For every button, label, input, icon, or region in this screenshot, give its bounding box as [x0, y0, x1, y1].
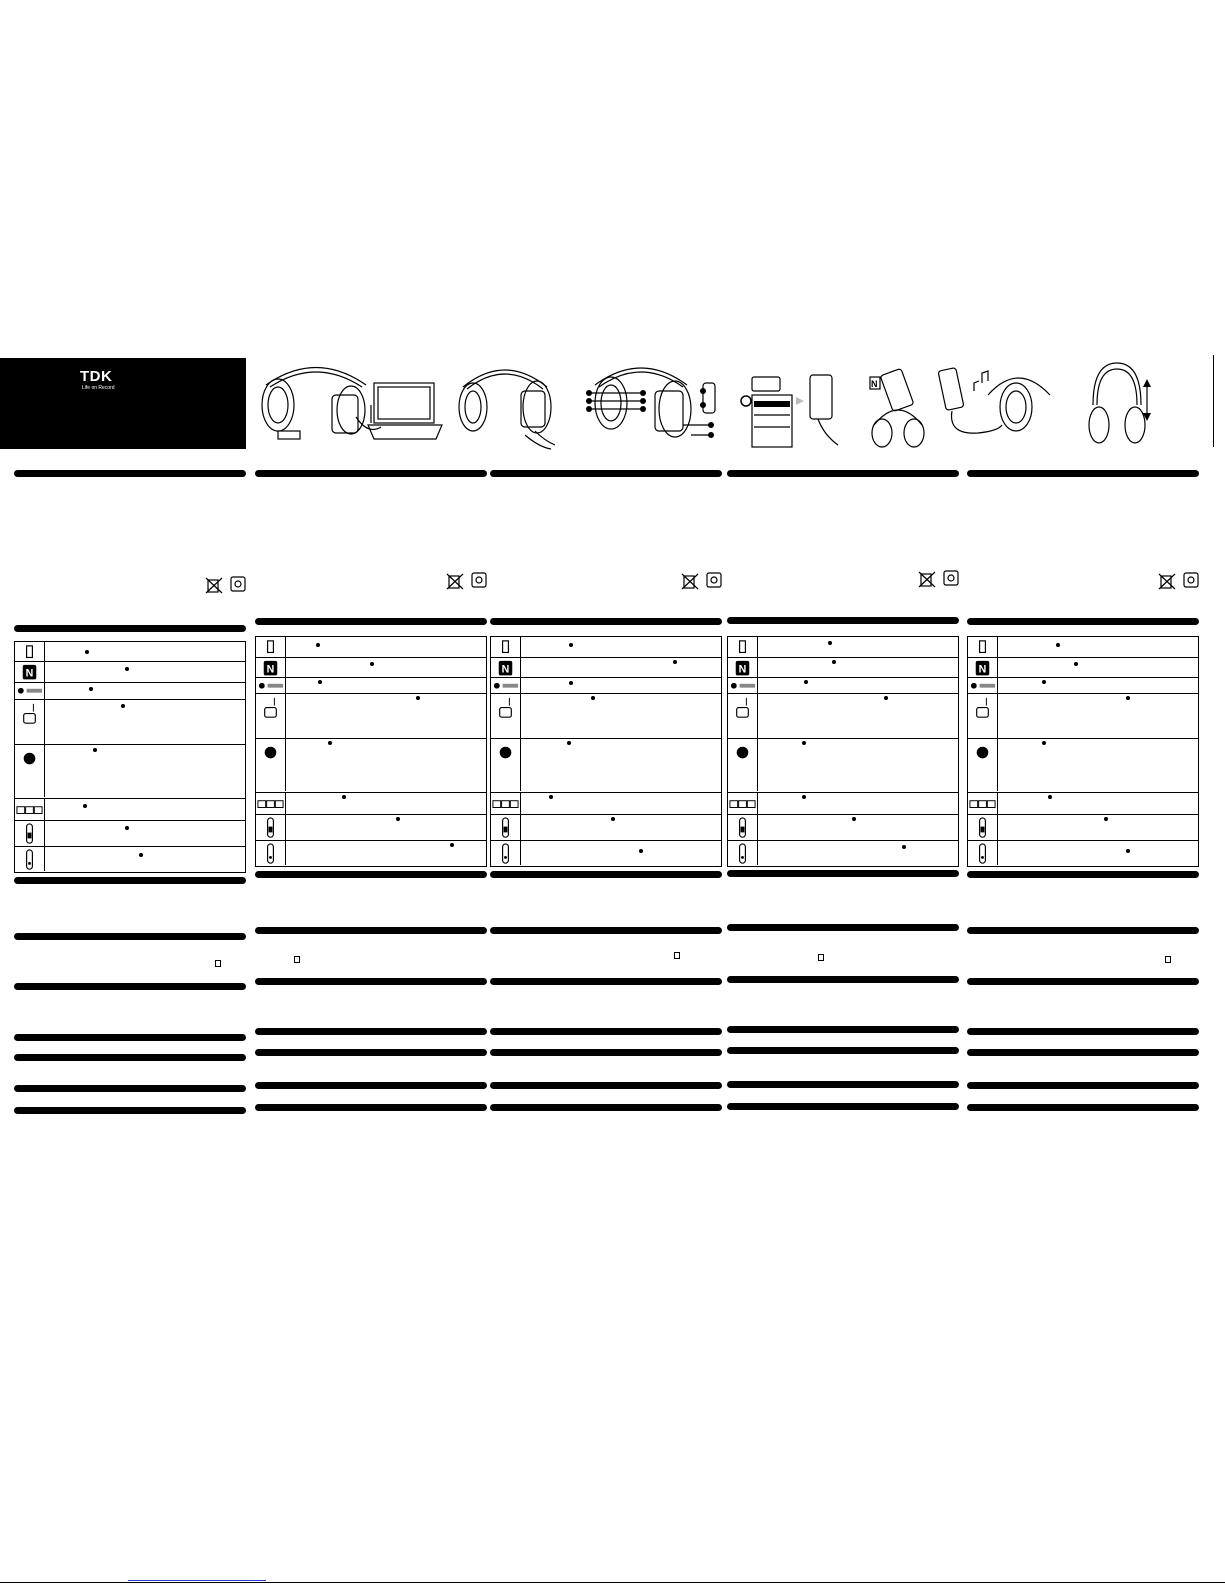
- nfc-illustration: [868, 355, 928, 450]
- slider-switch-icon: [491, 815, 521, 840]
- section-header-bar: [255, 978, 487, 985]
- section-header-bar: [967, 927, 1199, 934]
- key-row: [256, 694, 486, 739]
- nfc-icon: [15, 662, 45, 682]
- section-header-bar: [727, 870, 959, 877]
- section-header-bar: [14, 1054, 246, 1061]
- section-header-bar: [967, 470, 1199, 477]
- brand-tagline: Life on Record: [82, 385, 115, 391]
- section-header-bar: [255, 470, 487, 477]
- battery-icon: [15, 642, 45, 661]
- key-row: [256, 658, 486, 678]
- weee-bin-icon: [1157, 572, 1177, 590]
- section-header-bar: [14, 877, 246, 884]
- section-header-bar: [967, 1082, 1199, 1089]
- key-row: [15, 683, 245, 700]
- key-row: [256, 637, 486, 658]
- key-table: [727, 636, 959, 867]
- charge-port-icon: [15, 847, 45, 871]
- weee-bin-icon: [917, 570, 937, 588]
- weee-bin-icon: [445, 572, 465, 590]
- key-row: [968, 658, 1198, 678]
- section-header-bar: [255, 1028, 487, 1035]
- key-row: [728, 739, 958, 793]
- controls-illustration: [583, 355, 721, 450]
- key-row: [728, 637, 958, 658]
- triple-button-icon: [15, 799, 45, 820]
- section-header-bar: [967, 618, 1199, 625]
- cable-plug-icon: [968, 678, 998, 693]
- key-row: [256, 678, 486, 694]
- nfc-icon: [491, 658, 521, 677]
- size-adjust-illustration: [1085, 355, 1155, 450]
- section-header-bar: [727, 976, 959, 983]
- slider-switch-icon: [968, 815, 998, 840]
- round-button-icon: [15, 745, 45, 797]
- cable-illustration: [938, 355, 1058, 450]
- key-row: [491, 815, 721, 841]
- slider-switch-icon: [15, 821, 45, 846]
- key-row: [15, 642, 245, 662]
- charging-illustration: [256, 355, 446, 450]
- key-row: [728, 815, 958, 841]
- section-header-bar: [490, 871, 722, 878]
- key-row: [491, 841, 721, 866]
- key-row: [256, 793, 486, 815]
- key-row: [968, 815, 1198, 841]
- section-header-bar: [490, 1082, 722, 1089]
- section-header-bar: [490, 618, 722, 625]
- charge-port-icon: [491, 841, 521, 865]
- ce-mark-icon: [471, 572, 487, 588]
- phone-button-icon: [968, 694, 998, 738]
- ce-mark-icon: [230, 576, 246, 592]
- section-header-bar: [727, 1047, 959, 1054]
- cable-plug-icon: [256, 678, 286, 693]
- section-header-bar: [490, 978, 722, 985]
- nfc-icon: [215, 960, 221, 967]
- section-header-bar: [490, 1028, 722, 1035]
- section-header-bar: [255, 927, 487, 934]
- section-header-bar: [14, 1034, 246, 1041]
- round-button-icon: [728, 739, 758, 791]
- section-header-bar: [255, 1104, 487, 1111]
- charge-port-icon: [968, 841, 998, 865]
- section-header-bar: [967, 871, 1199, 878]
- key-row: [256, 815, 486, 841]
- pairing-illustration: [738, 355, 858, 450]
- key-row: [491, 658, 721, 678]
- section-header-bar: [14, 470, 246, 477]
- key-row: [968, 793, 1198, 815]
- round-button-icon: [256, 739, 286, 791]
- key-row: [491, 694, 721, 739]
- section-header-bar: [967, 1028, 1199, 1035]
- key-row: [15, 799, 245, 821]
- cable-plug-icon: [728, 678, 758, 693]
- brand-logo-text: TDK: [80, 368, 113, 385]
- key-row: [968, 637, 1198, 658]
- phone-button-icon: [256, 694, 286, 738]
- section-header-bar: [490, 470, 722, 477]
- battery-icon: [256, 637, 286, 657]
- battery-icon: [491, 637, 521, 657]
- svg-text:N: N: [25, 667, 34, 680]
- weee-bin-icon: [204, 576, 224, 594]
- footer-rule: [0, 1582, 1225, 1583]
- triple-button-icon: [968, 793, 998, 814]
- section-header-bar: [14, 933, 246, 940]
- nfc-icon: [256, 658, 286, 677]
- section-header-bar: [255, 1049, 487, 1056]
- key-row: [491, 678, 721, 694]
- footer-link-underline[interactable]: [128, 1580, 266, 1581]
- brand-panel: [0, 358, 246, 449]
- nfc-icon: [818, 954, 824, 961]
- slider-switch-icon: [256, 815, 286, 840]
- key-row: [15, 821, 245, 847]
- key-row: [728, 694, 958, 739]
- key-table: [490, 636, 722, 867]
- section-header-bar: [14, 1085, 246, 1092]
- section-header-bar: [727, 617, 959, 624]
- key-row: [968, 678, 1198, 694]
- key-table: [14, 641, 246, 873]
- section-header-bar: [14, 625, 246, 632]
- section-header-bar: [967, 1104, 1199, 1111]
- fold-line: [1213, 355, 1214, 447]
- section-header-bar: [967, 1049, 1199, 1056]
- section-header-bar: [14, 1107, 246, 1114]
- section-header-bar: [490, 1104, 722, 1111]
- key-row: [728, 658, 958, 678]
- section-header-bar: [727, 470, 959, 477]
- triple-button-icon: [728, 793, 758, 814]
- section-header-bar: [727, 1026, 959, 1033]
- phone-button-icon: [15, 700, 45, 744]
- battery-icon: [968, 637, 998, 657]
- key-row: [968, 739, 1198, 793]
- charge-port-icon: [256, 841, 286, 865]
- phone-button-icon: [728, 694, 758, 738]
- key-row: [15, 847, 245, 872]
- key-row: [728, 841, 958, 866]
- svg-text:N: N: [978, 663, 987, 676]
- key-row: [728, 793, 958, 815]
- nfc-icon: [728, 658, 758, 677]
- key-table: [255, 636, 487, 867]
- key-row: [15, 700, 245, 745]
- round-button-icon: [968, 739, 998, 791]
- battery-icon: [728, 637, 758, 657]
- nfc-icon: [1165, 956, 1171, 963]
- round-button-icon: [491, 739, 521, 791]
- wearing-illustration: [455, 355, 565, 450]
- key-row: [256, 841, 486, 866]
- key-row: [968, 694, 1198, 739]
- section-header-bar: [490, 927, 722, 934]
- triple-button-icon: [491, 793, 521, 814]
- section-header-bar: [255, 1082, 487, 1089]
- key-table: [967, 636, 1199, 867]
- slider-switch-icon: [728, 815, 758, 840]
- section-header-bar: [727, 1103, 959, 1110]
- section-header-bar: [255, 871, 487, 878]
- section-header-bar: [727, 1081, 959, 1088]
- key-row: [491, 793, 721, 815]
- ce-mark-icon: [943, 570, 959, 586]
- key-row: [15, 662, 245, 683]
- section-header-bar: [14, 983, 246, 990]
- ce-mark-icon: [706, 572, 722, 588]
- section-header-bar: [490, 1049, 722, 1056]
- svg-text:N: N: [871, 379, 878, 389]
- key-row: [256, 739, 486, 793]
- key-row: [15, 745, 245, 799]
- key-row: [491, 739, 721, 793]
- svg-text:N: N: [501, 663, 510, 676]
- tdk-logo-icon: [0, 3, 12, 13]
- cable-plug-icon: [491, 678, 521, 693]
- cable-plug-icon: [15, 683, 45, 699]
- svg-text:N: N: [738, 663, 747, 676]
- weee-bin-icon: [680, 572, 700, 590]
- nfc-icon: [968, 658, 998, 677]
- key-row: [728, 678, 958, 694]
- svg-text:N: N: [266, 663, 275, 676]
- triple-button-icon: [256, 793, 286, 814]
- section-header-bar: [727, 924, 959, 931]
- phone-button-icon: [491, 694, 521, 738]
- section-header-bar: [255, 618, 487, 625]
- ce-mark-icon: [1183, 572, 1199, 588]
- section-header-bar: [967, 978, 1199, 985]
- nfc-icon: [674, 952, 680, 959]
- key-row: [968, 841, 1198, 866]
- key-row: [491, 637, 721, 658]
- charge-port-icon: [728, 841, 758, 865]
- nfc-icon: [294, 956, 300, 963]
